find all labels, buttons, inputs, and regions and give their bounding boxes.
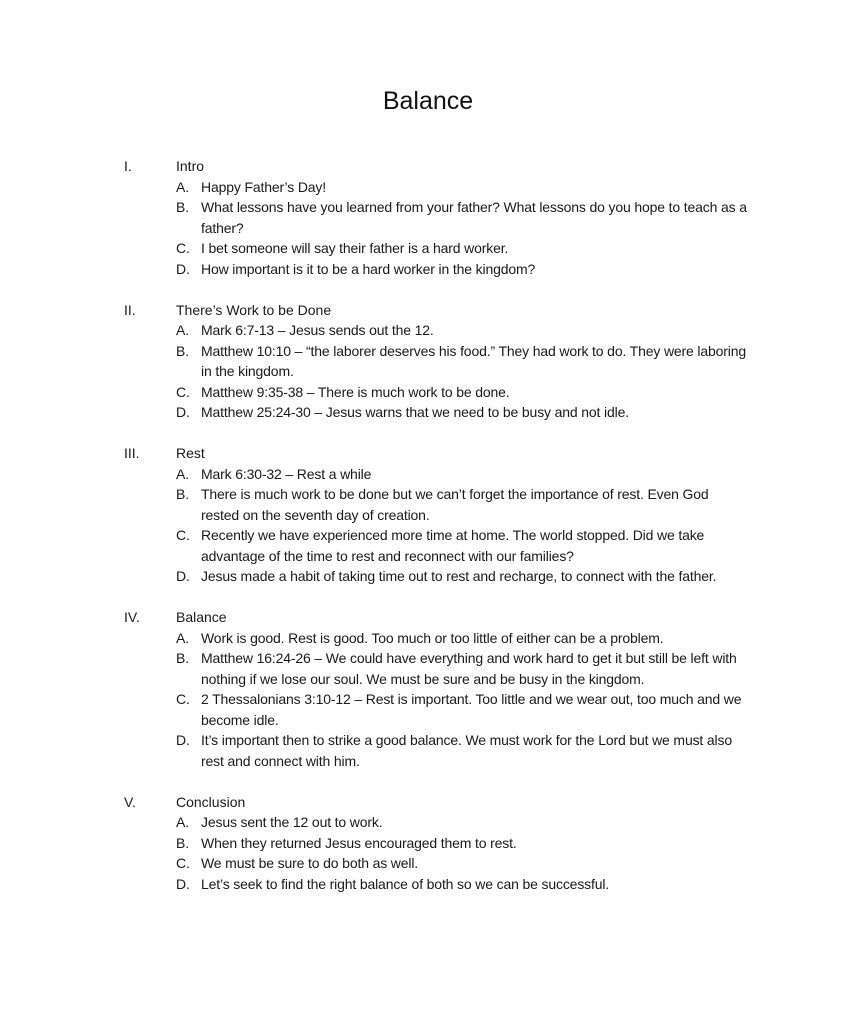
section-heading: Intro [176,158,205,174]
item-text: Let’s seek to find the right balance of both so we can be successful. [201,875,610,892]
item-text: When they returned Jesus encouraged them to rest. [201,834,517,851]
list-item [176,382,749,403]
item-letter: A. [176,814,189,830]
list-item [176,689,749,730]
item-text: We must be sure to do both as well. [201,855,419,871]
item-text: Mark 6:7-13 – Jesus sends out the 12. [201,322,434,338]
section-numeral: III. [124,445,140,461]
list-item [176,259,749,280]
list-item [176,402,749,423]
list-item [176,833,749,854]
section-rest [0,443,856,587]
section-balance [0,607,856,771]
section-items [0,464,856,587]
list-item [176,341,749,382]
list-item [176,464,749,485]
section-heading: Balance [176,609,227,625]
item-letter: D. [176,260,190,277]
list-item [176,628,749,649]
item-letter: A. [176,629,189,646]
item-text: Work is good. Rest is good. Too much or too little of either can be a problem. [201,629,664,646]
item-letter: A. [176,178,189,195]
item-letter: C. [176,691,190,707]
item-letter: B. [176,834,189,851]
section-numeral: V. [124,793,136,810]
item-letter: D. [176,875,190,892]
list-item [176,320,749,341]
list-item [176,197,749,238]
section-conclusion [0,792,856,895]
list-item [176,812,749,833]
list-item [176,566,749,587]
list-item [176,853,749,874]
list-item [176,525,749,566]
section-heading: Rest [176,445,205,461]
item-letter: A. [176,322,189,338]
item-text: Matthew 10:10 – “the laborer deserves his food.” They had work to do. They were laboring in the kingdom. [201,342,747,379]
section-items [0,812,856,894]
item-letter: B. [176,199,189,215]
item-text: Matthew 9:35-38 – There is much work to be done. [201,383,510,400]
page-title: Balance [382,87,474,115]
item-letter: D. [176,568,190,584]
list-item [176,177,749,198]
section-items [0,177,856,280]
item-letter: D. [176,732,190,748]
section-heading: Conclusion [176,793,246,810]
item-text: It’s important then to strike a good balance. We must work for the Lord but we must also rest and connect with him. [201,732,732,769]
item-text: What lessons have you learned from your father? What lessons do you hope to teach as a father? [201,199,747,236]
item-letter: B. [176,650,189,666]
item-letter: C. [176,527,190,543]
item-text: 2 Thessalonians 3:10-12 – Rest is important. Too little and we wear out, too much and we become idle. [201,691,742,728]
section-work [0,300,856,423]
item-text: How important is it to be a hard worker in the kingdom? [201,260,536,277]
list-item [176,484,749,525]
section-numeral: II. [124,301,136,318]
item-letter: C. [176,383,190,400]
item-text: Jesus made a habit of taking time out to rest and recharge, to connect with the father. [201,568,717,584]
list-item [176,874,749,895]
list-item [176,648,749,689]
item-text: Recently we have experienced more time at home. The world stopped. Did we take advantage of the time to rest and reconnect with our families? [201,527,705,564]
item-letter: A. [176,465,189,482]
item-text: There is much work to be done but we can’t forget the importance of rest. Even God rested on the seventh day of creation. [201,486,709,523]
section-heading: There’s Work to be Done [176,301,332,318]
item-text: Matthew 16:24-26 – We could have everything and work hard to get it but still be left with nothing if we lose our soul. We must be sure and be busy in the kingdom. [201,650,737,687]
item-text: I bet someone will say their father is a hard worker. [201,240,509,256]
outline [0,156,856,915]
item-text: Matthew 25:24-30 – Jesus warns that we need to be busy and not idle. [201,404,629,420]
section-items [0,628,856,772]
item-letter: C. [176,240,190,256]
section-items [0,320,856,423]
item-letter: B. [176,486,189,502]
list-item [176,238,749,259]
item-text: Mark 6:30-32 – Rest a while [201,465,372,482]
item-letter: B. [176,342,189,359]
item-letter: D. [176,404,190,420]
item-text: Jesus sent the 12 out to work. [201,814,383,830]
list-item [176,730,749,771]
section-intro [0,156,856,279]
section-numeral: IV. [124,609,140,625]
item-text: Happy Father’s Day! [201,178,327,195]
item-letter: C. [176,855,190,871]
section-numeral: I. [124,158,132,174]
